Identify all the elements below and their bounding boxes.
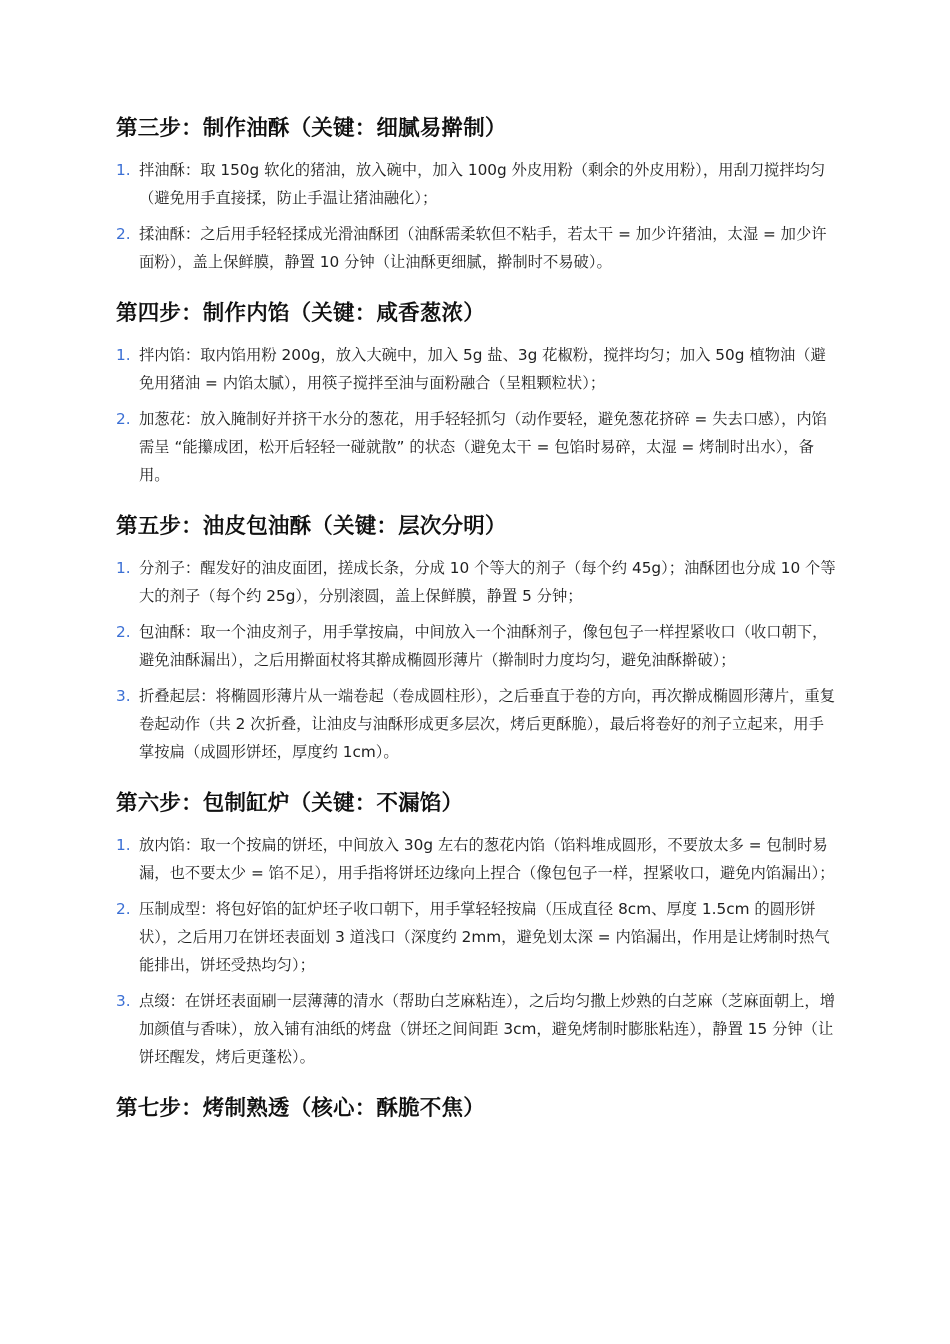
list-number: 2. <box>116 225 131 243</box>
list-item <box>116 682 838 766</box>
section-step-6 <box>116 787 838 1071</box>
list-item <box>116 554 838 610</box>
list-item-text: 包油酥：取一个油皮剂子，用手掌按扁，中间放入一个油酥剂子，像包包子一样捏紧收口（收口朝下，避免油酥漏出），之后用擀面杖将其擀成椭圆形薄片（擀制时力度均匀，避免油酥擀破）； <box>139 623 828 669</box>
list-number: 1. <box>116 559 131 577</box>
section-step-3 <box>116 112 838 276</box>
section-title: 第七步：烤制熟透（核心：酥脆不焦） <box>116 1096 485 1121</box>
step-list <box>116 341 838 489</box>
list-item-text: 折叠起层：将椭圆形薄片从一端卷起（卷成圆柱形），之后垂直于卷的方向，再次擀成椭圆形薄片，重复卷起动作（共 2 次折叠，让油皮与油酥形成更多层次，烤后更酥脆），最后将卷好的剂子立起来，用手掌按扁（成圆形饼坯，厚度约 1cm）。 <box>139 687 836 761</box>
list-number: 2. <box>116 410 131 428</box>
list-item <box>116 987 838 1071</box>
list-item <box>116 831 838 887</box>
document-page <box>116 112 838 1136</box>
step-list <box>116 554 838 766</box>
list-item <box>116 220 838 276</box>
step-list <box>116 156 838 276</box>
list-item-text: 分剂子：醒发好的油皮面团，搓成长条，分成 10 个等大的剂子（每个约 45g）；油酥团也分成 10 个等大的剂子（每个约 25g），分别滚圆，盖上保鲜膜，静置 5 分钟； <box>139 559 836 605</box>
section-step-5 <box>116 510 838 766</box>
list-number: 3. <box>116 992 131 1010</box>
list-item-text: 拌油酥：取 150g 软化的猪油，放入碗中，加入 100g 外皮用粉（剩余的外皮用粉），用刮刀搅拌均匀（避免用手直接揉，防止手温让猪油融化）； <box>139 161 826 207</box>
list-item-text: 压制成型：将包好馅的缸炉坯子收口朝下，用手掌轻轻按扁（压成直径 8cm、厚度 1.5cm 的圆形饼状），之后用刀在饼坯表面划 3 道浅口（深度约 2mm，避免划太深 = 内馅漏出，作用是让烤制时热气能排出，饼坯受热均匀）； <box>139 900 830 974</box>
list-number: 1. <box>116 161 131 179</box>
list-number: 3. <box>116 687 131 705</box>
section-title: 第四步：制作内馅（关键：咸香葱浓） <box>116 301 485 326</box>
list-item-text: 揉油酥：之后用手轻轻揉成光滑油酥团（油酥需柔软但不粘手，若太干 = 加少许猪油，太湿 = 加少许面粉），盖上保鲜膜，静置 10 分钟（让油酥更细腻，擀制时不易破）。 <box>139 225 827 271</box>
list-item <box>116 405 838 489</box>
list-item <box>116 156 838 212</box>
list-item <box>116 341 838 397</box>
list-item-text: 放内馅：取一个按扁的饼坯，中间放入 30g 左右的葱花内馅（馅料堆成圆形，不要放太多 = 包制时易漏，也不要太少 = 馅不足），用手指将饼坯边缘向上捏合（像包包子一样，捏紧收口，避免内馅漏出）； <box>139 836 835 882</box>
section-title: 第六步：包制缸炉（关键：不漏馅） <box>116 791 464 816</box>
list-number: 1. <box>116 346 131 364</box>
list-number: 1. <box>116 836 131 854</box>
list-item-text: 加葱花：放入腌制好并挤干水分的葱花，用手轻轻抓匀（动作要轻，避免葱花挤碎 = 失去口感），内馅需呈 “能攥成团，松开后轻轻一碰就散” 的状态（避免太干 = 包馅时易碎，太湿 = 烤制时出水），备用。 <box>139 410 827 484</box>
list-item-text: 拌内馅：取内馅用粉 200g，放入大碗中，加入 5g 盐、3g 花椒粉，搅拌均匀；加入 50g 植物油（避免用猪油 = 内馅太腻），用筷子搅拌至油与面粉融合（呈粗颗粒状）； <box>139 346 826 392</box>
list-number: 2. <box>116 623 131 641</box>
section-step-4 <box>116 297 838 489</box>
section-title: 第三步：制作油酥（关键：细腻易擀制） <box>116 116 507 141</box>
step-list <box>116 831 838 1071</box>
list-item-text: 点缀：在饼坯表面刷一层薄薄的清水（帮助白芝麻粘连），之后均匀撒上炒熟的白芝麻（芝麻面朝上，增加颜值与香味），放入铺有油纸的烤盘（饼坯之间间距 3cm，避免烤制时膨胀粘连），静置 15 分钟（让饼坯醒发，烤后更蓬松）。 <box>139 992 836 1066</box>
list-item <box>116 618 838 674</box>
list-item <box>116 895 838 979</box>
list-number: 2. <box>116 900 131 918</box>
section-title: 第五步：油皮包油酥（关键：层次分明） <box>116 514 507 539</box>
section-step-7 <box>116 1092 838 1126</box>
